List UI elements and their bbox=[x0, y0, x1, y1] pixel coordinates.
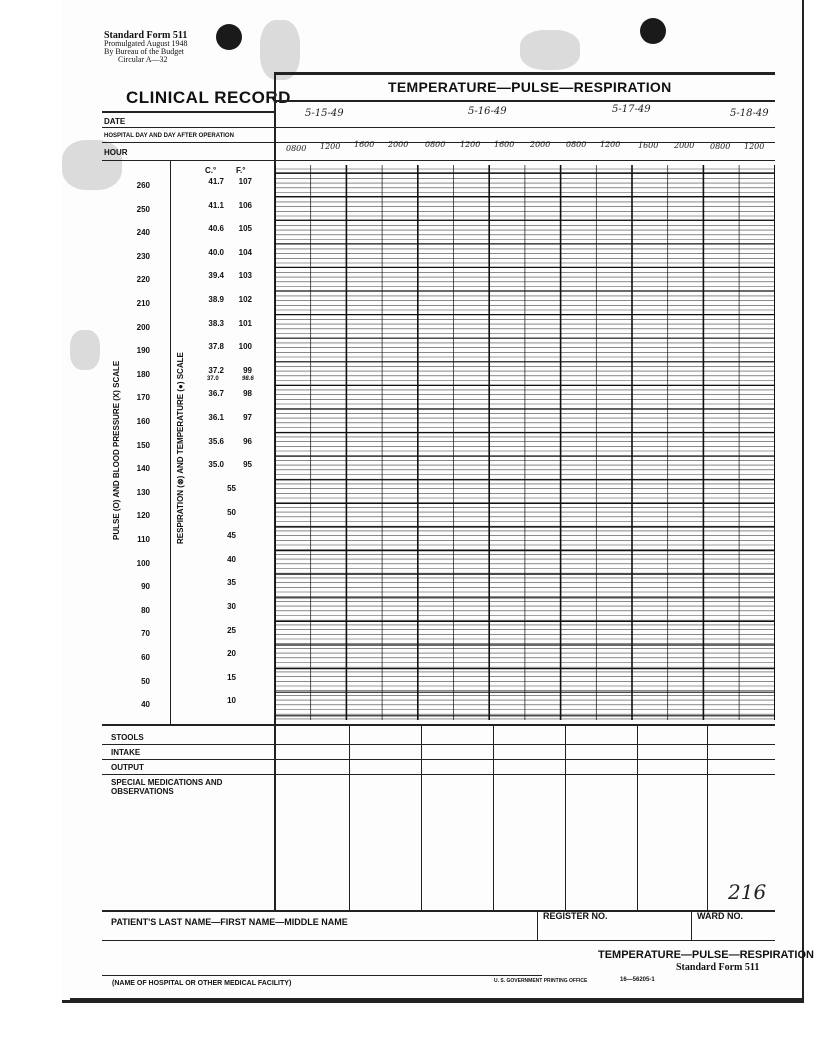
day-column-line bbox=[493, 724, 494, 910]
fahrenheit-scale-value: 96 bbox=[243, 436, 252, 446]
observations-label: OBSERVATIONS bbox=[111, 787, 174, 796]
punch-hole-right bbox=[640, 18, 666, 44]
fahrenheit-scale-value: 106 bbox=[238, 200, 252, 210]
pulse-axis-label: PULSE (O) AND BLOOD PRESSURE (X) SCALE bbox=[112, 360, 121, 540]
hour-entry: 1600 bbox=[354, 140, 375, 149]
day-column-line bbox=[565, 724, 566, 910]
fahrenheit-header: F.° bbox=[236, 166, 246, 175]
register-divider bbox=[537, 910, 538, 940]
hour-entry: 1200 bbox=[744, 142, 765, 151]
pulse-scale-value: 170 bbox=[136, 393, 150, 403]
ward-label: WARD NO. bbox=[697, 911, 743, 921]
celsius-scale-value: 40.0 bbox=[208, 247, 224, 257]
hour-entry: 1600 bbox=[494, 140, 515, 149]
pulse-scale-value: 80 bbox=[141, 605, 150, 615]
hour-entry: 1200 bbox=[320, 142, 341, 151]
pulse-scale-value: 230 bbox=[136, 251, 150, 261]
hour-entry: 0800 bbox=[710, 142, 731, 151]
scan-smudge bbox=[260, 20, 300, 80]
normal-fahrenheit: 98.6 bbox=[242, 376, 254, 382]
patient-name-label: PATIENT'S LAST NAME—FIRST NAME—MIDDLE NAME bbox=[111, 917, 348, 927]
special-medications-label: SPECIAL MEDICATIONS AND bbox=[111, 778, 223, 787]
normal-celsius: 37.0 bbox=[207, 376, 219, 382]
respiration-scale-value: 15 bbox=[227, 672, 236, 682]
pulse-scale-value: 180 bbox=[136, 369, 150, 379]
hour-entry: 1600 bbox=[638, 141, 659, 150]
pulse-scale-value: 40 bbox=[141, 700, 150, 710]
intake-row-line bbox=[102, 759, 775, 760]
day-column-line bbox=[349, 724, 350, 910]
date-entry: 5-18-49 bbox=[730, 108, 769, 119]
date-entry: 5-16-49 bbox=[468, 106, 507, 117]
output-row-line bbox=[102, 774, 775, 775]
printing-code: 16—56205-1 bbox=[620, 977, 655, 983]
title-underline bbox=[102, 111, 274, 113]
fahrenheit-scale-value: 105 bbox=[238, 224, 252, 234]
respiration-scale-value: 10 bbox=[227, 696, 236, 706]
pulse-scale-value: 50 bbox=[141, 676, 150, 686]
pulse-scale-value: 190 bbox=[136, 346, 150, 356]
celsius-scale-value: 37.2 bbox=[208, 365, 224, 375]
pulse-scale-value: 70 bbox=[141, 629, 150, 639]
hour-entry: 2000 bbox=[388, 140, 409, 149]
day-column-line bbox=[707, 724, 708, 910]
pulse-scale-value: 90 bbox=[141, 582, 150, 592]
respiration-scale-value: 20 bbox=[227, 649, 236, 659]
fahrenheit-scale-value: 102 bbox=[238, 295, 252, 304]
pulse-scale-value: 60 bbox=[141, 653, 150, 662]
output-label: OUTPUT bbox=[111, 763, 144, 772]
intake-label: INTAKE bbox=[111, 748, 141, 757]
fahrenheit-scale-value: 99 bbox=[243, 365, 252, 375]
celsius-scale-value: 36.7 bbox=[208, 389, 224, 399]
chart-grid-svg bbox=[275, 165, 775, 720]
celsius-scale-value: 39.4 bbox=[208, 271, 224, 281]
respiration-scale-value: 35 bbox=[227, 578, 236, 588]
respiration-scale-value: 55 bbox=[227, 484, 236, 493]
fahrenheit-scale-value: 95 bbox=[243, 460, 252, 470]
fahrenheit-scale-value: 104 bbox=[238, 247, 252, 257]
celsius-scale-value: 38.3 bbox=[208, 318, 224, 328]
ward-divider bbox=[691, 910, 692, 940]
pulse-scale-value: 240 bbox=[136, 228, 150, 238]
pulse-scale-value: 160 bbox=[136, 417, 150, 426]
pulse-scale-value: 220 bbox=[136, 275, 150, 285]
form-title-footer: TEMPERATURE—PULSE—RESPIRATION bbox=[598, 949, 814, 961]
pulse-scale-value: 200 bbox=[136, 322, 150, 332]
hospital-line bbox=[102, 975, 542, 976]
record-title: CLINICAL RECORD bbox=[126, 88, 291, 107]
respiration-scale-value: 50 bbox=[227, 507, 236, 517]
pulse-scale-value: 130 bbox=[136, 487, 150, 497]
section-title-band bbox=[275, 72, 775, 75]
ward-handwritten: 216 bbox=[728, 880, 767, 904]
section-band-bottom bbox=[275, 100, 775, 102]
tpr-chart-grid bbox=[275, 165, 775, 720]
celsius-scale-value: 41.7 bbox=[208, 177, 224, 186]
date-entry: 5-17-49 bbox=[612, 104, 651, 115]
hour-entry: 0800 bbox=[286, 144, 307, 153]
chart-bottom-line bbox=[102, 724, 775, 726]
pulse-scale-value: 120 bbox=[136, 511, 150, 521]
pulse-scale-value: 100 bbox=[136, 558, 150, 568]
hour-entry: 2000 bbox=[530, 140, 551, 149]
date-entry: 5-15-49 bbox=[305, 108, 344, 119]
hour-row-line bbox=[102, 160, 775, 161]
footer-mid-line bbox=[102, 940, 775, 941]
hour-label: HOUR bbox=[104, 148, 128, 157]
pulse-scale-value: 140 bbox=[136, 464, 150, 474]
pulse-scale-value: 110 bbox=[137, 535, 150, 544]
fahrenheit-scale-value: 97 bbox=[243, 413, 252, 422]
pulse-scale-value: 210 bbox=[136, 299, 150, 308]
form-number-footer: Standard Form 511 bbox=[676, 962, 760, 973]
hospital-day-label: HOSPITAL DAY AND DAY AFTER OPERATION bbox=[104, 133, 234, 139]
fahrenheit-scale-value: 100 bbox=[238, 342, 252, 352]
date-row-line bbox=[102, 127, 775, 128]
register-label: REGISTER NO. bbox=[543, 911, 608, 921]
hour-entry: 2000 bbox=[674, 141, 695, 150]
respiration-scale-value: 45 bbox=[227, 531, 236, 541]
stools-label: STOOLS bbox=[111, 733, 144, 742]
fahrenheit-scale-value: 101 bbox=[238, 318, 252, 328]
scale-divider bbox=[170, 160, 171, 725]
punch-hole-left bbox=[216, 24, 242, 50]
hospital-label: (NAME OF HOSPITAL OR OTHER MEDICAL FACILITY) bbox=[112, 980, 292, 987]
celsius-scale-value: 35.6 bbox=[208, 436, 224, 446]
celsius-scale-value: 40.6 bbox=[208, 224, 224, 234]
stools-row-line bbox=[102, 744, 775, 745]
celsius-scale-value: 37.8 bbox=[208, 342, 224, 352]
respiration-axis-label: RESPIRATION (⊗) AND TEMPERATURE (●) SCALE bbox=[176, 352, 185, 544]
celsius-scale-value: 35.0 bbox=[208, 460, 224, 470]
scan-smudge bbox=[520, 30, 580, 70]
fahrenheit-scale-value: 103 bbox=[238, 271, 252, 281]
fahrenheit-scale-value: 107 bbox=[238, 177, 252, 186]
celsius-header: C.° bbox=[205, 166, 217, 175]
day-column-line bbox=[421, 724, 422, 910]
respiration-scale-value: 40 bbox=[227, 554, 236, 564]
form-number-line: Standard Form 511 bbox=[104, 30, 188, 41]
page-bottom-rule bbox=[70, 998, 802, 1001]
hour-entry: 1200 bbox=[600, 140, 621, 149]
scan-smudge bbox=[70, 330, 100, 370]
pulse-scale-value: 250 bbox=[136, 204, 150, 214]
hour-entry: 0800 bbox=[566, 140, 587, 149]
date-label: DATE bbox=[104, 117, 126, 126]
promulgated-line: Promulgated August 1948 bbox=[104, 39, 188, 48]
bureau-line: By Bureau of the Budget bbox=[104, 47, 184, 56]
fahrenheit-scale-value: 98 bbox=[243, 389, 252, 399]
footer-top-line bbox=[102, 910, 775, 912]
respiration-scale-value: 25 bbox=[227, 625, 236, 635]
hour-entry: 0800 bbox=[425, 140, 446, 149]
form-info bbox=[104, 32, 188, 64]
respiration-scale-value: 30 bbox=[227, 602, 236, 611]
pulse-scale-value: 150 bbox=[136, 440, 150, 450]
section-title: TEMPERATURE—PULSE—RESPIRATION bbox=[388, 79, 672, 95]
hour-entry: 1200 bbox=[460, 140, 481, 149]
day-column-line bbox=[637, 724, 638, 910]
celsius-scale-value: 38.9 bbox=[208, 295, 224, 304]
pulse-scale-value: 260 bbox=[136, 181, 150, 190]
circular-line: Circular A—32 bbox=[118, 55, 168, 64]
printing-office: U. S. GOVERNMENT PRINTING OFFICE bbox=[494, 978, 588, 984]
celsius-scale-value: 41.1 bbox=[208, 200, 224, 210]
celsius-scale-value: 36.1 bbox=[208, 413, 224, 422]
